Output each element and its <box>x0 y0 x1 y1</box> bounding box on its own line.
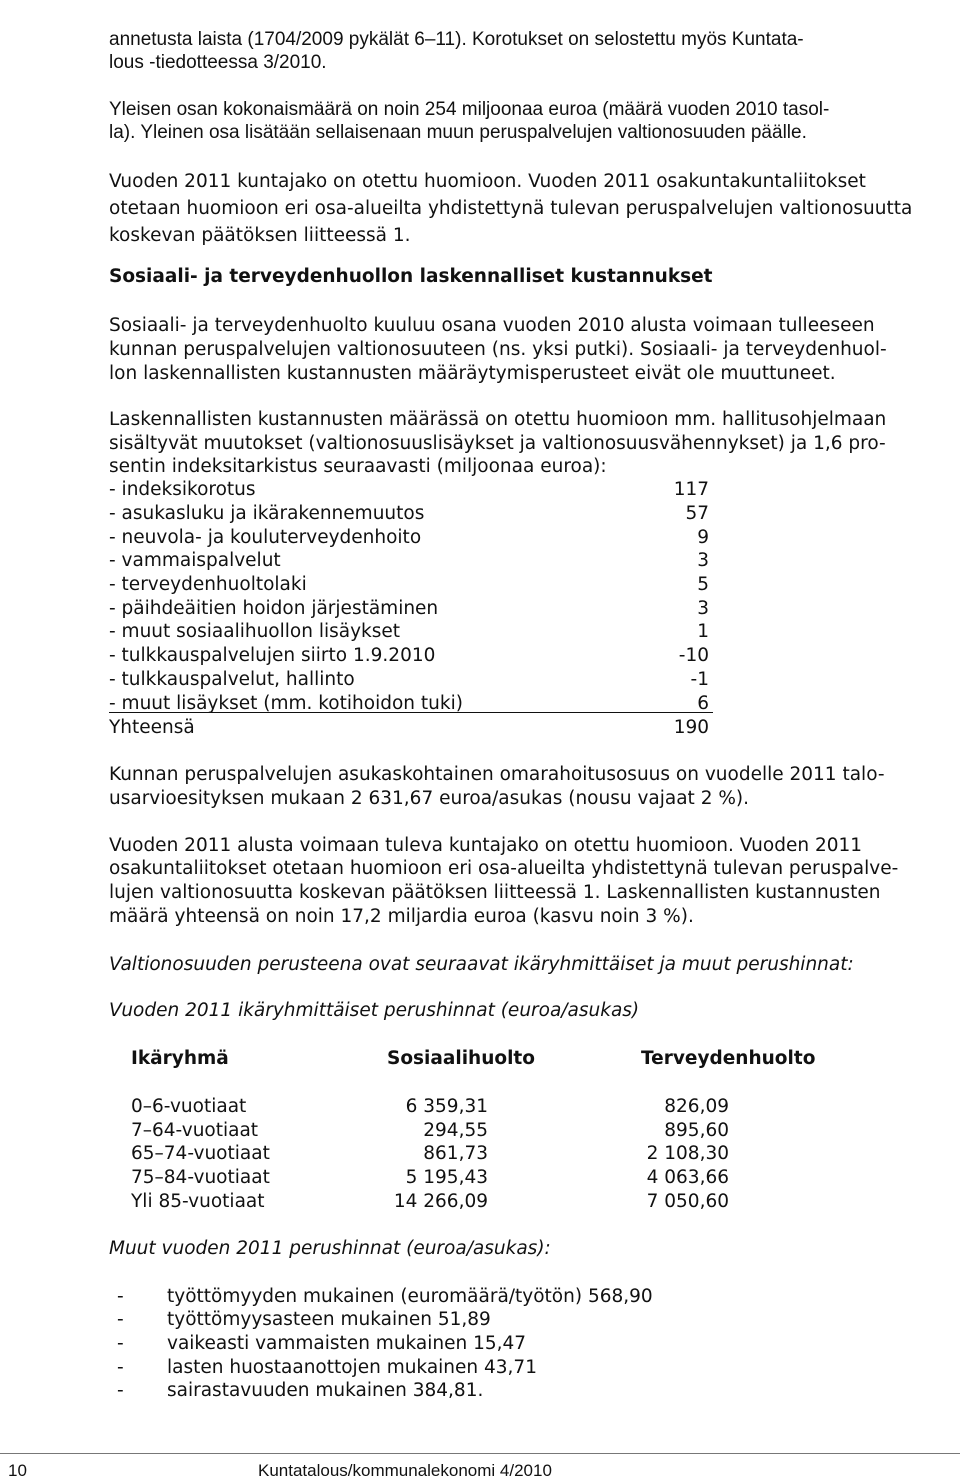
list-item: - tulkkauspalvelujen siirto 1.9.2010 -10 <box>109 645 709 666</box>
table-cell: 861,73 <box>423 1143 488 1164</box>
list-item: - muut lisäykset (mm. kotihoidon tuki) 6 <box>109 693 709 714</box>
list-total: Yhteensä 190 <box>109 717 709 738</box>
table-cell: 4 063,66 <box>646 1167 729 1188</box>
section-heading: Sosiaali- ja terveydenhuollon laskennalliset kustannukset <box>109 266 713 287</box>
table-cell: 7–64-vuotiaat <box>131 1120 259 1141</box>
table-cell: 895,60 <box>664 1120 729 1141</box>
table-cell: 75–84-vuotiaat <box>131 1167 270 1188</box>
text-line: sisältyvät muutokset (valtionosuuslisäykset ja valtionosuusvähennykset) ja 1,6 pro- <box>109 433 886 454</box>
text-line: annetusta laista (1704/2009 pykälät 6–11). Korotukset on selostettu myös Kuntata- <box>109 29 804 50</box>
text-line: Laskennallisten kustannusten määrässä on otettu huomioon mm. hallitusohjelmaan <box>109 409 887 430</box>
table-cell: 5 195,43 <box>405 1167 488 1188</box>
text-line: Kunnan peruspalvelujen asukaskohtainen omarahoitusosuus on vuodelle 2011 talo- <box>109 764 885 785</box>
footer-divider <box>0 1453 960 1454</box>
table-header: Terveydenhuolto <box>641 1048 816 1069</box>
text-line: lon laskennallisten kustannusten määräytymisperusteet eivät ole muuttuneet. <box>109 363 836 384</box>
table-cell: 65–74-vuotiaat <box>131 1143 270 1164</box>
text-line: lujen valtionosuutta koskevan päätöksen liitteessä 1. Laskennallisten kustannusten <box>109 882 881 903</box>
list-item: - terveydenhuoltolaki 5 <box>109 574 709 595</box>
sum-underline <box>109 712 713 713</box>
list-item: - tulkkauspalvelut, hallinto -1 <box>109 669 709 690</box>
text-line: Vuoden 2011 alusta voimaan tuleva kuntajako on otettu huomioon. Vuoden 2011 <box>109 835 863 856</box>
text-line: Sosiaali- ja terveydenhuolto kuuluu osana vuoden 2010 alusta voimaan tulleeseen <box>109 315 875 336</box>
italic-subheading: Vuoden 2011 ikäryhmittäiset perushinnat (euroa/asukas) <box>109 1000 640 1021</box>
table-cell: 2 108,30 <box>646 1143 729 1164</box>
table-cell: 6 359,31 <box>405 1096 488 1117</box>
table-cell: 0–6-vuotiaat <box>131 1096 247 1117</box>
text-line: la). Yleinen osa lisätään sellaisenaan muun peruspalvelujen valtionosuuden päälle. <box>109 122 807 143</box>
text-line: osakuntaliitokset otetaan huomioon eri osa-alueilta yhdistettynä tulevan peruspalve- <box>109 858 899 879</box>
text-line: Yleisen osan kokonaismäärä on noin 254 miljoonaa euroa (määrä vuoden 2010 tasol- <box>109 99 830 120</box>
page-number: 10 <box>8 1461 27 1480</box>
list-item: - indeksikorotus 117 <box>109 479 709 500</box>
table-cell: 294,55 <box>423 1120 488 1141</box>
list-item: - asukasluku ja ikärakennemuutos 57 <box>109 503 709 524</box>
table-header: Ikäryhmä <box>131 1048 229 1069</box>
text-line: määrä yhteensä on noin 17,2 miljardia euroa (kasvu noin 3 %). <box>109 906 694 927</box>
table-cell: 826,09 <box>664 1096 729 1117</box>
text-line: otetaan huomioon eri osa-alueilta yhdistettynä tulevan peruspalvelujen valtionosuutta <box>109 198 913 219</box>
text-line: kunnan peruspalvelujen valtionosuuteen (ns. yksi putki). Sosiaali- ja terveydenhuol- <box>109 339 887 360</box>
list-item: - muut sosiaalihuollon lisäykset 1 <box>109 621 709 642</box>
italic-subheading: Muut vuoden 2011 perushinnat (euroa/asukas): <box>109 1238 551 1259</box>
list-item: - päihdeäitien hoidon järjestäminen 3 <box>109 598 709 619</box>
publication-name: Kuntatalous/kommunalekonomi 4/2010 <box>258 1461 552 1480</box>
text-line: lous -tiedotteessa 3/2010. <box>109 52 327 73</box>
text-line: koskevan päätöksen liitteessä 1. <box>109 225 411 246</box>
table-header: Sosiaalihuolto <box>387 1048 535 1069</box>
text-line: Vuoden 2011 kuntajako on otettu huomioon. Vuoden 2011 osakuntakuntaliitokset <box>109 171 866 192</box>
list-item: - vammaispalvelut 3 <box>109 550 709 571</box>
text-line: usarvioesityksen mukaan 2 631,67 euroa/asukas (nousu vajaat 2 %). <box>109 788 750 809</box>
italic-subheading: Valtionosuuden perusteena ovat seuraavat ikäryhmittäiset ja muut perushinnat: <box>109 954 854 975</box>
table-cell: Yli 85-vuotiaat <box>131 1191 265 1212</box>
text-line: sentin indeksitarkistus seuraavasti (miljoonaa euroa): <box>109 456 607 477</box>
table-cell: 14 266,09 <box>393 1191 488 1212</box>
list-item: - neuvola- ja kouluterveydenhoito 9 <box>109 527 709 548</box>
table-cell: 7 050,60 <box>646 1191 729 1212</box>
